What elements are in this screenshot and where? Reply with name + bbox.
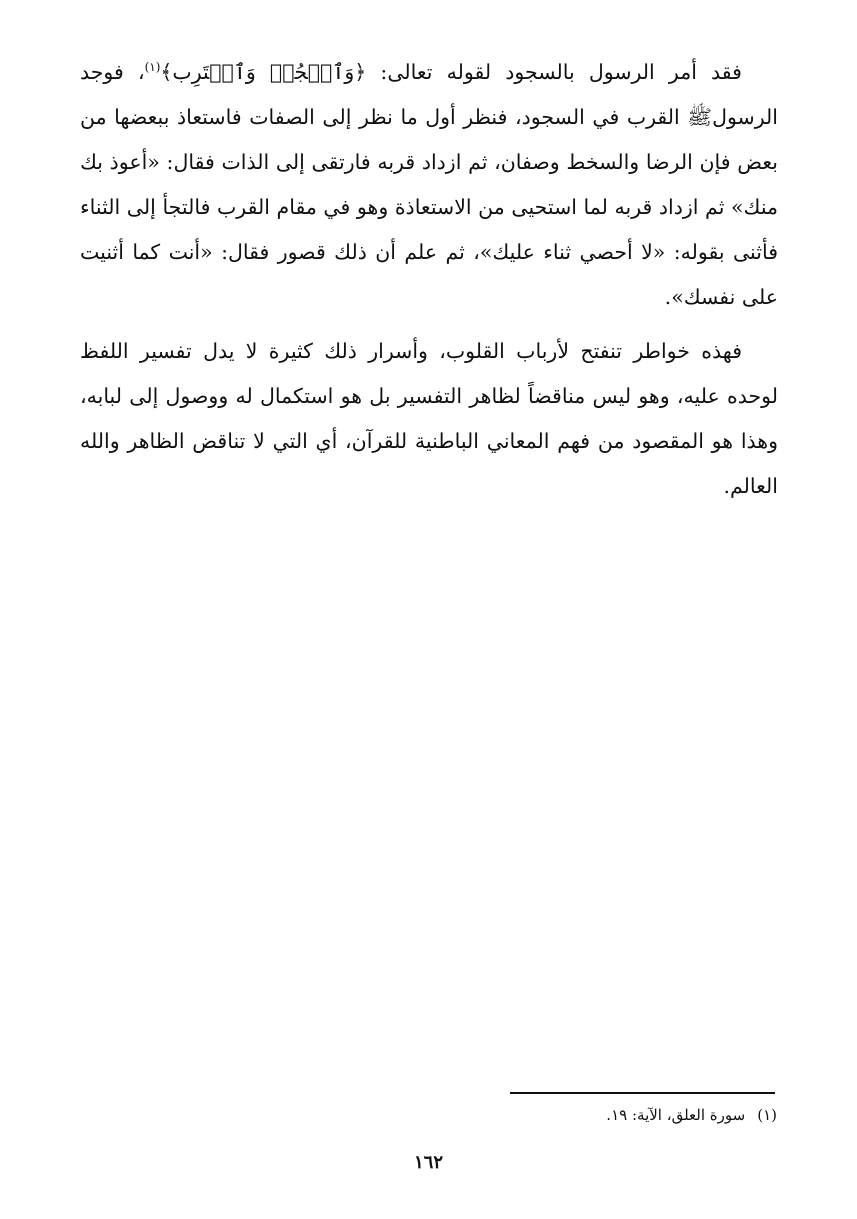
- footnote-reference: (١): [144, 60, 161, 75]
- page-number: ١٦٢: [413, 1152, 443, 1173]
- footnote-number: (١): [757, 1106, 777, 1124]
- paragraph-2: فهذه خواطر تنفتح لأرباب القلوب، وأسرار ذلك كثيرة لا يدل تفسير اللفظ لوحده عليه، وهو ليس مناقضاً لظاهر التفسير بل هو استكمال له ووصول إلى لبابه، وهذا هو المقصود من فهم المعاني الباطنية للقرآن، أي التي لا تناقض الظاهر والله العالم.: [80, 339, 778, 498]
- main-text: [80, 50, 778, 509]
- quran-verse: ﴿وَٱسۡجُدۡ وَٱقۡتَرِب﴾: [160, 60, 367, 84]
- paragraph-1-after: ، فوجد الرسولﷺ القرب في السجود، فنظر أول ما نظر إلى الصفات فاستعاذ ببعضها من بعض فإن الرضا والسخط وصفان، ثم ازداد قربه فارتقى إلى الذات فقال: «أعوذ بك منك» ثم ازداد قربه لما استحيى من الاستعاذة وهو في مقام القرب فالتجأ إلى الثناء فأثنى بقوله: «لا أحصي ثناء عليك»، ثم علم أن ذلك قصور فقال: «أنت كما أثنيت على نفسك».: [80, 60, 778, 309]
- paragraph-1: [80, 50, 778, 320]
- footnote-text: سورة العلق، الآية: ١٩.: [606, 1106, 746, 1124]
- paragraph-1-before: فقد أمر الرسول بالسجود لقوله تعالى:: [366, 60, 742, 84]
- footnote-divider: [510, 1092, 775, 1094]
- footnote: [377, 1103, 777, 1127]
